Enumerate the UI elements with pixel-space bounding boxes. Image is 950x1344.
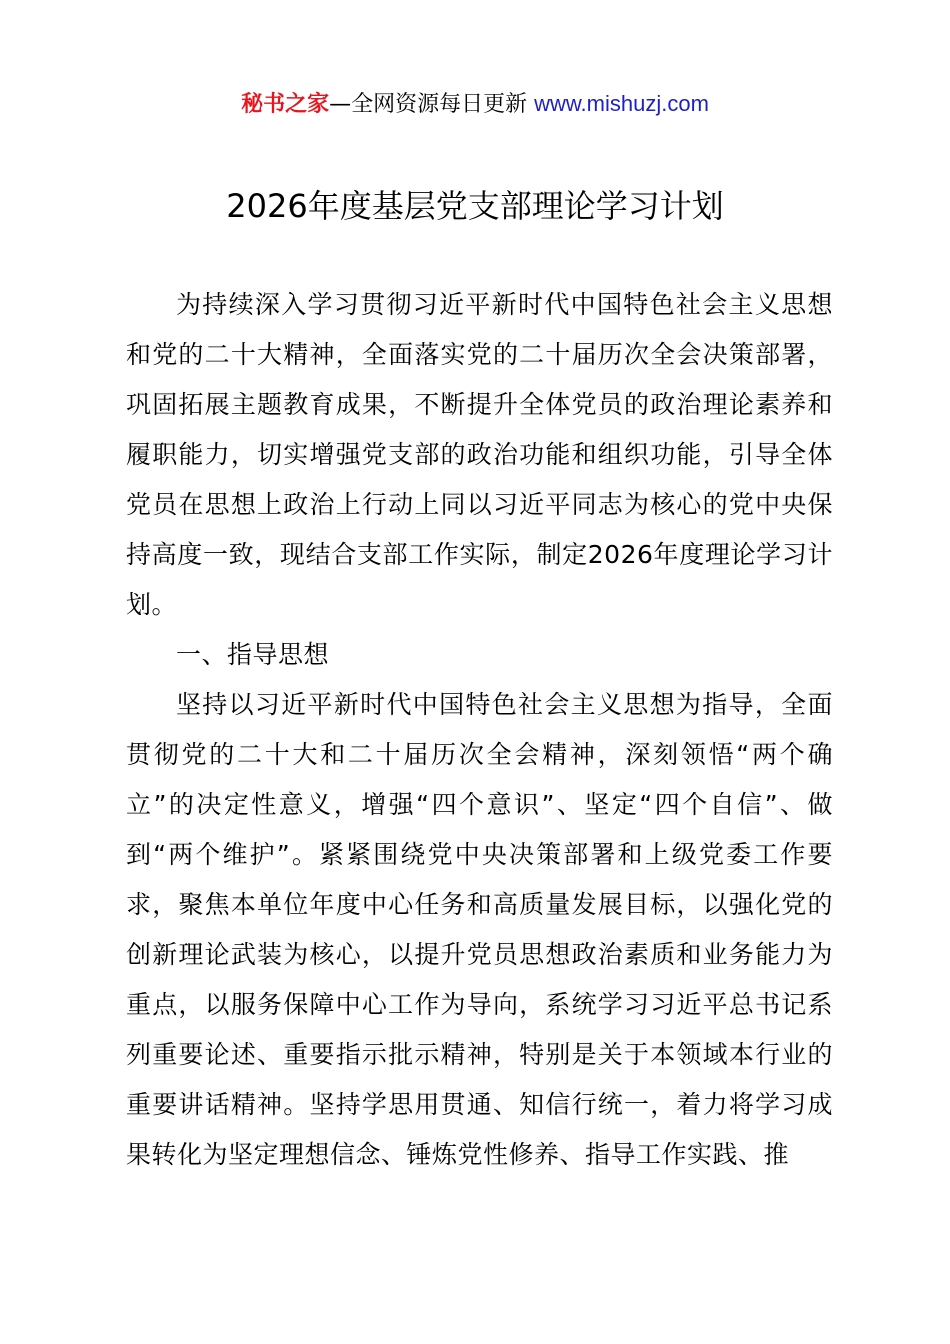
site-url-link[interactable]: www.mishuzj.com bbox=[534, 91, 709, 116]
site-brand: 秘书之家 bbox=[241, 92, 330, 117]
guiding-ideology-paragraph: 坚持以习近平新时代中国特色社会主义思想为指导，全面贯彻党的二十大和二十届历次全会精神，深刻领悟“两个确立”的决定性意义，增强“四个意识”、坚定“四个自信”、做到“两个维护”。紧紧围绕党中央决策部署和上级党委工作要求，聚焦本单位年度中心任务和高质量发展目标，以强化党的创新理论武装为核心，以提升党员思想政治素质和业务能力为重点，以服务保障中心工作为导向，系统学习习近平总书记系列重要论述、重要指示批示精神，特别是关于本领域本行业的重要讲话精神。坚持学思用贯通、知信行统一，着力将学习成果转化为坚定理想信念、锤炼党性修养、指导工作实践、推 bbox=[126, 690, 833, 1169]
document-body bbox=[126, 280, 833, 1180]
site-header bbox=[0, 86, 950, 123]
document-title: 2026年度基层党支部理论学习计划 bbox=[226, 187, 724, 225]
site-tagline: —全网资源每日更新 bbox=[329, 92, 535, 117]
intro-paragraph: 为持续深入学习贯彻习近平新时代中国特色社会主义思想和党的二十大精神，全面落实党的二十届历次全会决策部署，巩固拓展主题教育成果，不断提升全体党员的政治理论素养和履职能力，切实增强党支部的政治功能和组织功能，引导全体党员在思想上政治上行动上同以习近平同志为核心的党中央保持高度一致，现结合支部工作实际，制定2026年度理论学习计划。 bbox=[126, 290, 833, 619]
section-heading-guiding-ideology: 一、指导思想 bbox=[176, 640, 330, 669]
